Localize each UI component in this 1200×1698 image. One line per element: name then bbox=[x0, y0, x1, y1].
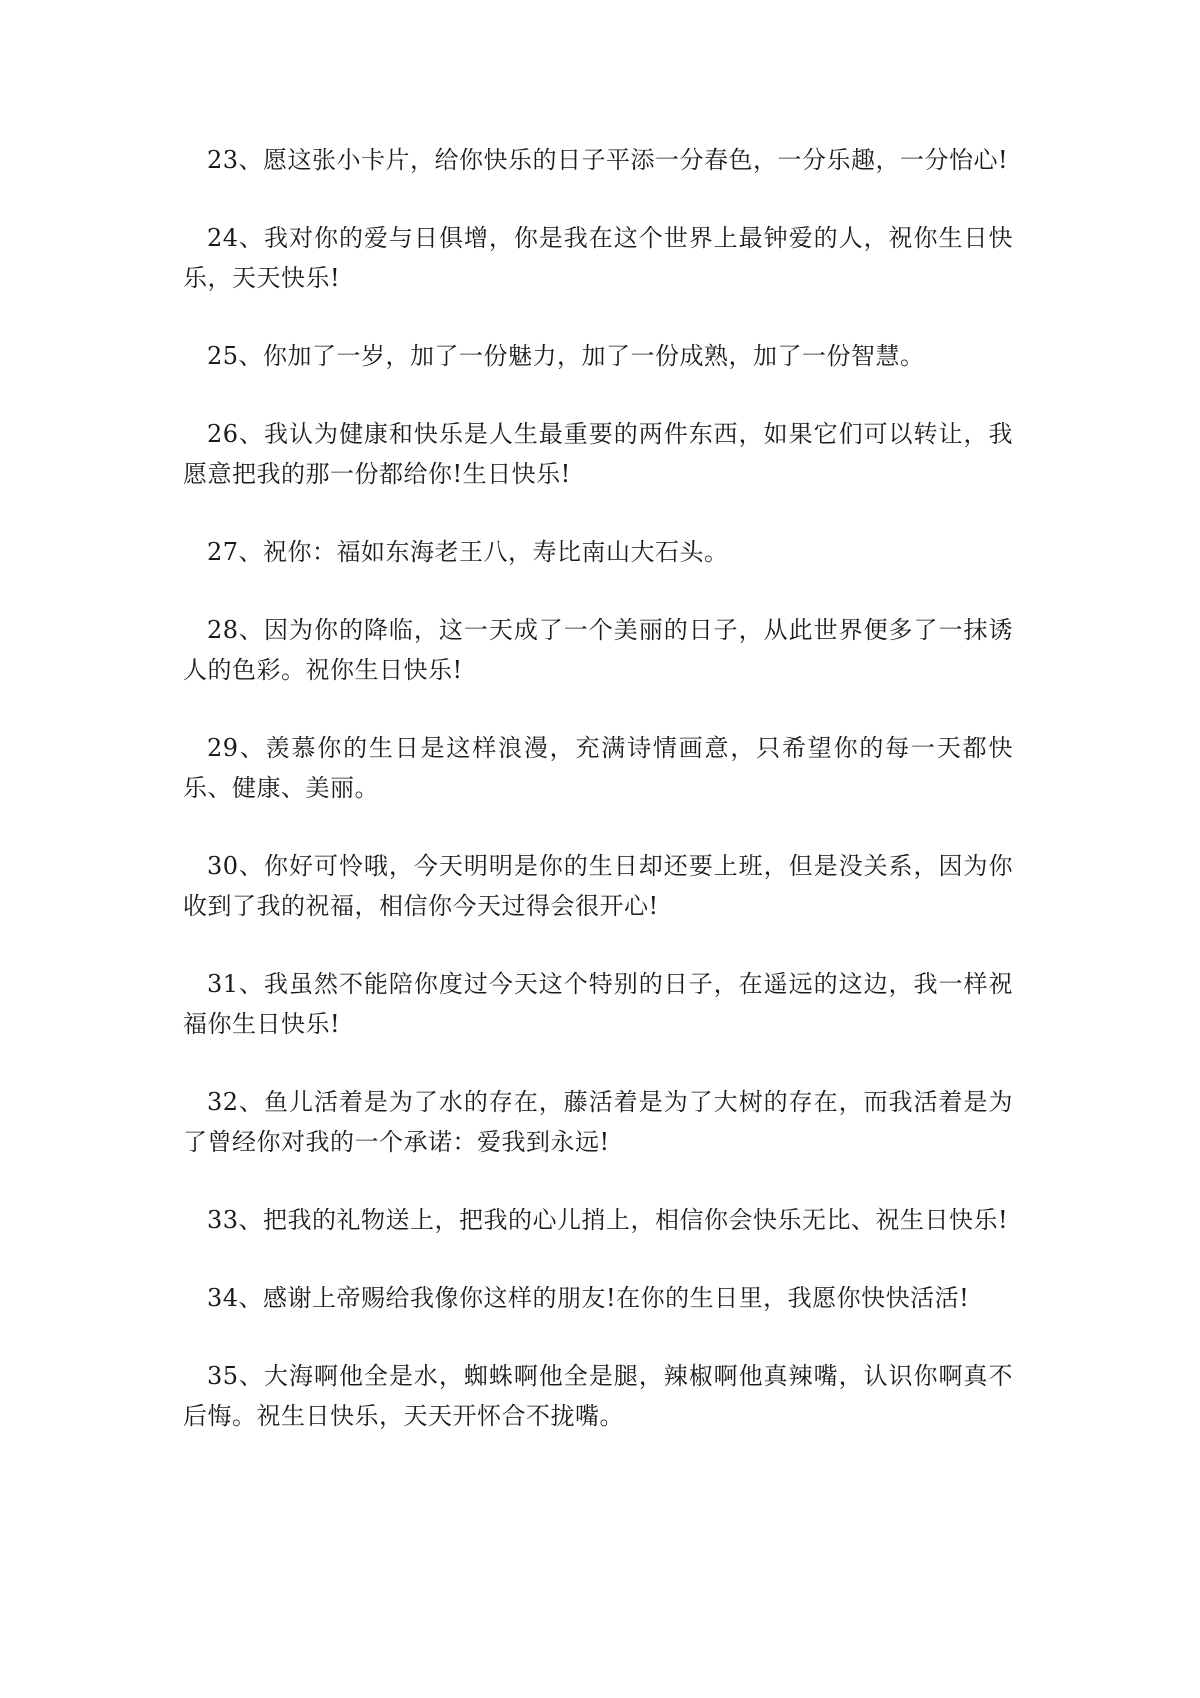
paragraph-25: 25、你加了一岁，加了一份魅力，加了一份成熟，加了一份智慧。 bbox=[207, 342, 925, 370]
paragraph-29: 29、羡慕你的生日是这样浪漫，充满诗情画意，只希望你的每一天都快乐、健康、美丽。 bbox=[183, 734, 1013, 802]
paragraph-26: 26、我认为健康和快乐是人生最重要的两件东西，如果它们可以转让，我愿意把我的那一份都给你!生日快乐! bbox=[183, 420, 1013, 488]
paragraph-30: 30、你好可怜哦，今天明明是你的生日却还要上班，但是没关系，因为你收到了我的祝福，相信你今天过得会很开心! bbox=[183, 852, 1013, 920]
paragraph-28: 28、因为你的降临，这一天成了一个美丽的日子，从此世界便多了一抹诱人的色彩。祝你生日快乐! bbox=[183, 616, 1013, 684]
paragraph-35: 35、大海啊他全是水，蜘蛛啊他全是腿，辣椒啊他真辣嘴，认识你啊真不后悔。祝生日快乐，天天开怀合不拢嘴。 bbox=[183, 1362, 1013, 1430]
paragraph-23: 23、愿这张小卡片，给你快乐的日子平添一分春色，一分乐趣，一分怡心! bbox=[207, 146, 1009, 174]
paragraph-24: 24、我对你的爱与日俱增，你是我在这个世界上最钟爱的人，祝你生日快乐，天天快乐! bbox=[183, 224, 1013, 292]
paragraph-31: 31、我虽然不能陪你度过今天这个特别的日子，在遥远的这边，我一样祝福你生日快乐! bbox=[183, 970, 1013, 1038]
paragraph-27: 27、祝你：福如东海老王八，寿比南山大石头。 bbox=[207, 538, 729, 566]
paragraph-34: 34、感谢上帝赐给我像你这样的朋友!在你的生日里，我愿你快快活活! bbox=[207, 1284, 970, 1312]
document-body bbox=[183, 140, 1013, 1474]
paragraph-32: 32、鱼儿活着是为了水的存在，藤活着是为了大树的存在，而我活着是为了曾经你对我的一个承诺：爱我到永远! bbox=[183, 1088, 1013, 1156]
paragraph-33: 33、把我的礼物送上，把我的心儿捎上，相信你会快乐无比、祝生日快乐! bbox=[207, 1206, 1009, 1234]
